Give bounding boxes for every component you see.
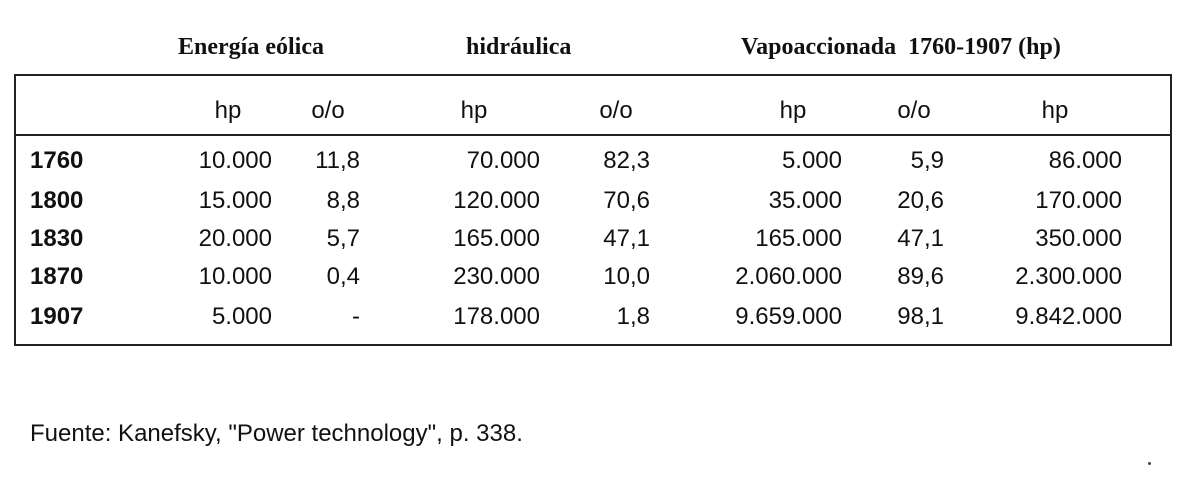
cell-hydro-pct: 82,3: [603, 147, 650, 174]
cell-hydro-hp: 120.000: [453, 187, 540, 214]
cell-hydro-pct: 1,8: [616, 303, 650, 330]
cell-total-hp: 86.000: [1048, 147, 1122, 174]
cell-total-hp: 170.000: [1035, 187, 1122, 214]
cell-hydro-pct: 10,0: [603, 263, 650, 290]
cell-steam-hp: 35.000: [768, 187, 842, 214]
cell-steam-hp: 9.659.000: [735, 303, 842, 330]
source-note: Fuente: Kanefsky, "Power technology", p. 338.: [30, 420, 523, 447]
unit-header-total-hp: hp: [1041, 97, 1069, 124]
unit-header-hydro-pct: o/o: [599, 97, 633, 124]
cell-total-hp: 9.842.000: [1015, 303, 1122, 330]
row-year: 1870: [30, 263, 84, 290]
cell-wind-pct: -: [352, 303, 360, 330]
unit-header-steam-pct: o/o: [897, 97, 931, 124]
unit-header-hydro-hp: hp: [460, 97, 488, 124]
speck: [1148, 462, 1151, 465]
cell-steam-hp: 5.000: [781, 147, 842, 174]
cell-wind-hp: 5.000: [211, 303, 272, 330]
cell-hydro-hp: 70.000: [466, 147, 540, 174]
cell-steam-pct: 47,1: [897, 225, 944, 252]
cell-wind-pct: 8,8: [326, 187, 360, 214]
cell-steam-pct: 98,1: [897, 303, 944, 330]
header-period: 1760-1907 (hp): [908, 34, 1061, 60]
header-hydraulic: hidráulica: [466, 34, 572, 60]
cell-wind-hp: 10.000: [198, 147, 272, 174]
cell-steam-pct: 5,9: [910, 147, 944, 174]
cell-steam-pct: 89,6: [897, 263, 944, 290]
cell-wind-hp: 20.000: [198, 225, 272, 252]
cell-hydro-hp: 230.000: [453, 263, 540, 290]
cell-total-hp: 2.300.000: [1015, 263, 1122, 290]
header-wind-energy: Energía eólica: [178, 34, 324, 60]
cell-total-hp: 350.000: [1035, 225, 1122, 252]
row-year: 1760: [30, 147, 84, 174]
row-year: 1800: [30, 187, 84, 214]
cell-wind-pct: 5,7: [326, 225, 360, 252]
cell-steam-hp: 2.060.000: [735, 263, 842, 290]
cell-hydro-hp: 178.000: [453, 303, 540, 330]
cell-hydro-pct: 47,1: [603, 225, 650, 252]
unit-header-wind-hp: hp: [214, 97, 242, 124]
cell-hydro-pct: 70,6: [603, 187, 650, 214]
cell-steam-hp: 165.000: [755, 225, 842, 252]
header-steam: [741, 30, 1061, 64]
header-divider: [16, 134, 1170, 136]
cell-wind-hp: 15.000: [198, 187, 272, 214]
row-year: 1830: [30, 225, 84, 252]
cell-hydro-hp: 165.000: [453, 225, 540, 252]
cell-wind-pct: 0,4: [326, 263, 360, 290]
cell-wind-pct: 11,8: [315, 147, 360, 174]
cell-wind-hp: 10.000: [198, 263, 272, 290]
header-steam-label: Vapoaccionada: [741, 34, 897, 60]
unit-header-wind-pct: o/o: [311, 97, 345, 124]
unit-header-steam-hp: hp: [779, 97, 807, 124]
cell-steam-pct: 20,6: [897, 187, 944, 214]
row-year: 1907: [30, 303, 84, 330]
